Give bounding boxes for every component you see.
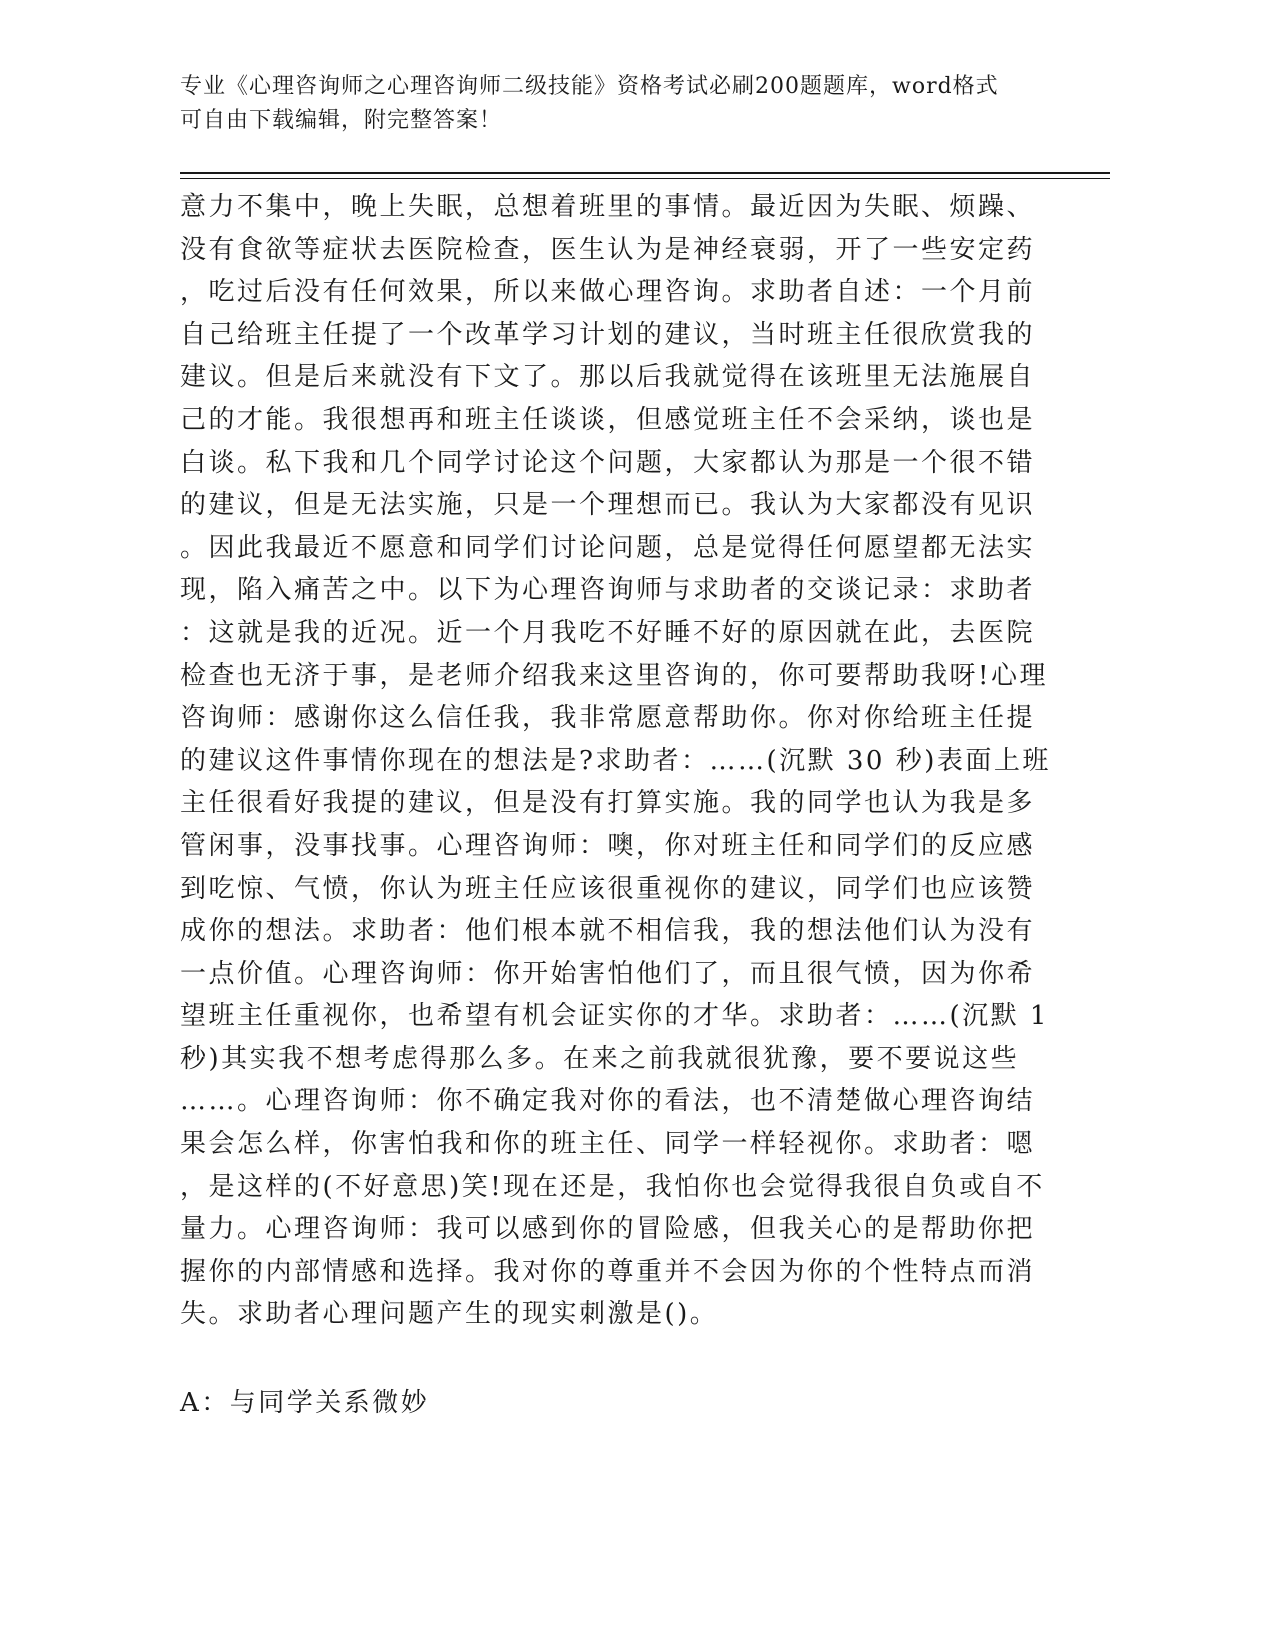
body-line: 到吃惊、气愤，你认为班主任应该很重视你的建议，同学们也应该赞 bbox=[180, 873, 1036, 904]
body-line: 果会怎么样，你害怕我和你的班主任、同学一样轻视你。求助者：嗯 bbox=[180, 1129, 1036, 1160]
body-line: 意力不集中，晚上失眠，总想着班里的事情。最近因为失眠、烦躁、 bbox=[180, 192, 1036, 222]
answer-option-a: A：与同学关系微妙 bbox=[180, 1388, 430, 1418]
header-rule-thin bbox=[180, 178, 1110, 179]
body-line: 。因此我最近不愿意和同学们讨论问题，总是觉得任何愿望都无法实 bbox=[180, 532, 1036, 563]
body-line: 一点价值。心理咨询师：你开始害怕他们了，而且很气愤，因为你希 bbox=[180, 958, 1036, 989]
body-line: ：这就是我的近况。近一个月我吃不好睡不好的原因就在此，去医院 bbox=[180, 617, 1036, 648]
header-line-2: 可自由下载编辑，附完整答案！ bbox=[180, 108, 503, 133]
body-line: 咨询师：感谢你这么信任我，我非常愿意帮助你。你对你给班主任提 bbox=[180, 703, 1036, 734]
body-line: 的建议这件事情你现在的想法是?求助者：……(沉默 30 秒)表面上班 bbox=[180, 745, 1051, 776]
question-body bbox=[180, 186, 1051, 1336]
body-line: 秒)其实我不想考虑得那么多。在来之前我就很犹豫，要不要说这些 bbox=[180, 1043, 1020, 1074]
header-line-1: 专业《心理咨询师之心理咨询师二级技能》资格考试必刷200题题库，word格式 bbox=[180, 74, 999, 99]
body-line: 的建议，但是无法实施，只是一个理想而已。我认为大家都没有见识 bbox=[180, 490, 1036, 521]
body-line: 建议。但是后来就没有下文了。那以后我就觉得在该班里无法施展自 bbox=[180, 362, 1036, 393]
body-line: 没有食欲等症状去医院检查，医生认为是神经衰弱，开了一些安定药 bbox=[180, 234, 1036, 265]
body-line: ，是这样的(不好意思)笑!现在还是，我怕你也会觉得我很自负或自不 bbox=[180, 1171, 1045, 1202]
body-line: 量力。心理咨询师：我可以感到你的冒险感，但我关心的是帮助你把 bbox=[180, 1214, 1036, 1245]
body-line: 失。求助者心理问题产生的现实刺激是()。 bbox=[180, 1299, 719, 1330]
body-line: 成你的想法。求助者：他们根本就不相信我，我的想法他们认为没有 bbox=[180, 916, 1036, 947]
body-line: 望班主任重视你，也希望有机会证实你的才华。求助者：……(沉默 1 bbox=[180, 1001, 1049, 1032]
header-rule-thick bbox=[180, 172, 1110, 174]
body-line: 现，陷入痛苦之中。以下为心理咨询师与求助者的交谈记录：求助者 bbox=[180, 575, 1036, 606]
body-line: 自己给班主任提了一个改革学习计划的建议，当时班主任很欣赏我的 bbox=[180, 319, 1036, 350]
body-line: 管闲事，没事找事。心理咨询师：噢，你对班主任和同学们的反应感 bbox=[180, 830, 1036, 861]
body-line: 主任很看好我提的建议，但是没有打算实施。我的同学也认为我是多 bbox=[180, 788, 1036, 819]
body-line: 白谈。私下我和几个同学讨论这个问题，大家都认为那是一个很不错 bbox=[180, 447, 1036, 478]
body-line: 检查也无济于事，是老师介绍我来这里咨询的，你可要帮助我呀!心理 bbox=[180, 660, 1048, 691]
body-line: ，吃过后没有任何效果，所以来做心理咨询。求助者自述：一个月前 bbox=[180, 277, 1036, 308]
body-line: 握你的内部情感和选择。我对你的尊重并不会因为你的个性特点而消 bbox=[180, 1256, 1036, 1287]
body-line: 己的才能。我很想再和班主任谈谈，但感觉班主任不会采纳，谈也是 bbox=[180, 404, 1036, 435]
page-header bbox=[180, 70, 1040, 138]
body-line: ……。心理咨询师：你不确定我对你的看法，也不清楚做心理咨询结 bbox=[180, 1086, 1036, 1117]
